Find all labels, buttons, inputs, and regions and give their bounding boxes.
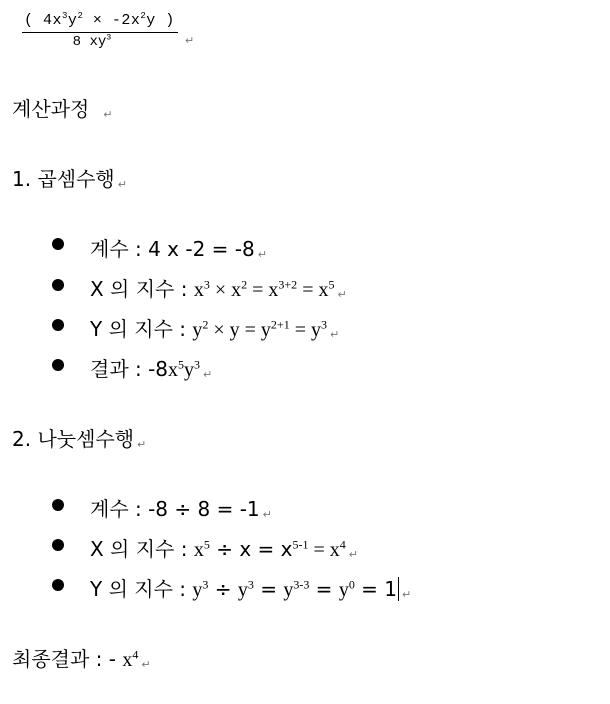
paragraph-mark-icon: ↵	[329, 328, 340, 341]
step1-title: 1. 곱셈수행 ↵	[12, 167, 127, 191]
step1-item-y-exponent: Y 의 지수 : $y^2 \times y = y^{2+1}$ = $y^3↵$	[90, 317, 340, 341]
paragraph-mark-icon: ↵	[137, 438, 147, 451]
paragraph-mark-icon: ↵	[262, 508, 272, 521]
step2-title: 2. 나눗셈수행 ↵	[12, 427, 147, 451]
bullet-icon	[52, 238, 64, 250]
step1-item-x-exponent: X 의 지수 : $x^3 \times x^2 = x^{3+2}$ = $x^5↵$	[90, 277, 347, 301]
step1-item-coef: 계수 : 4 x -2 = -8 ↵	[90, 237, 267, 261]
bullet-icon	[52, 579, 64, 591]
final-result: 최종결과 : - $x^4↵$	[12, 647, 151, 671]
heading: 계산과정 ↵	[12, 97, 113, 121]
paragraph-mark-icon: ↵	[117, 178, 127, 191]
step1-item-result: 결과 : $-8x^5y^3↵$	[90, 357, 213, 381]
bullet-icon	[52, 539, 64, 551]
step2-item-coef: 계수 : -8 ÷ 8 = -1 ↵	[90, 497, 272, 521]
step2-item-y-exponent: Y 의 지수 : $y^3 \div y^3 = y^{3-3} = y^0 = 1$ ↵	[90, 577, 412, 601]
paragraph-mark-icon: ↵	[203, 368, 213, 381]
fraction-numerator: ( $4x^3y^2 \times -2x^2y$ )	[24, 11, 175, 29]
paragraph-mark-icon: ↵	[103, 108, 113, 121]
fraction-bar	[22, 32, 178, 33]
expression-fraction	[22, 12, 182, 50]
bullet-icon	[52, 319, 64, 331]
paragraph-mark-icon: ↵	[402, 588, 412, 601]
fraction-denominator: 8 $xy^3$	[72, 32, 112, 50]
step2-item-x-exponent: X 의 지수 : $x^5 \div x = x^{5-1}$ = $x^4↵$	[90, 537, 358, 561]
paragraph-mark-icon: ↵	[348, 548, 358, 561]
paragraph-mark-icon: ↵	[185, 34, 195, 47]
bullet-icon	[52, 279, 64, 291]
text-cursor[interactable]	[398, 577, 399, 601]
bullet-icon	[52, 499, 64, 511]
paragraph-mark-icon: ↵	[141, 658, 151, 671]
bullet-icon	[52, 359, 64, 371]
paragraph-mark-icon: ↵	[337, 288, 347, 301]
paragraph-mark-icon: ↵	[257, 248, 267, 261]
